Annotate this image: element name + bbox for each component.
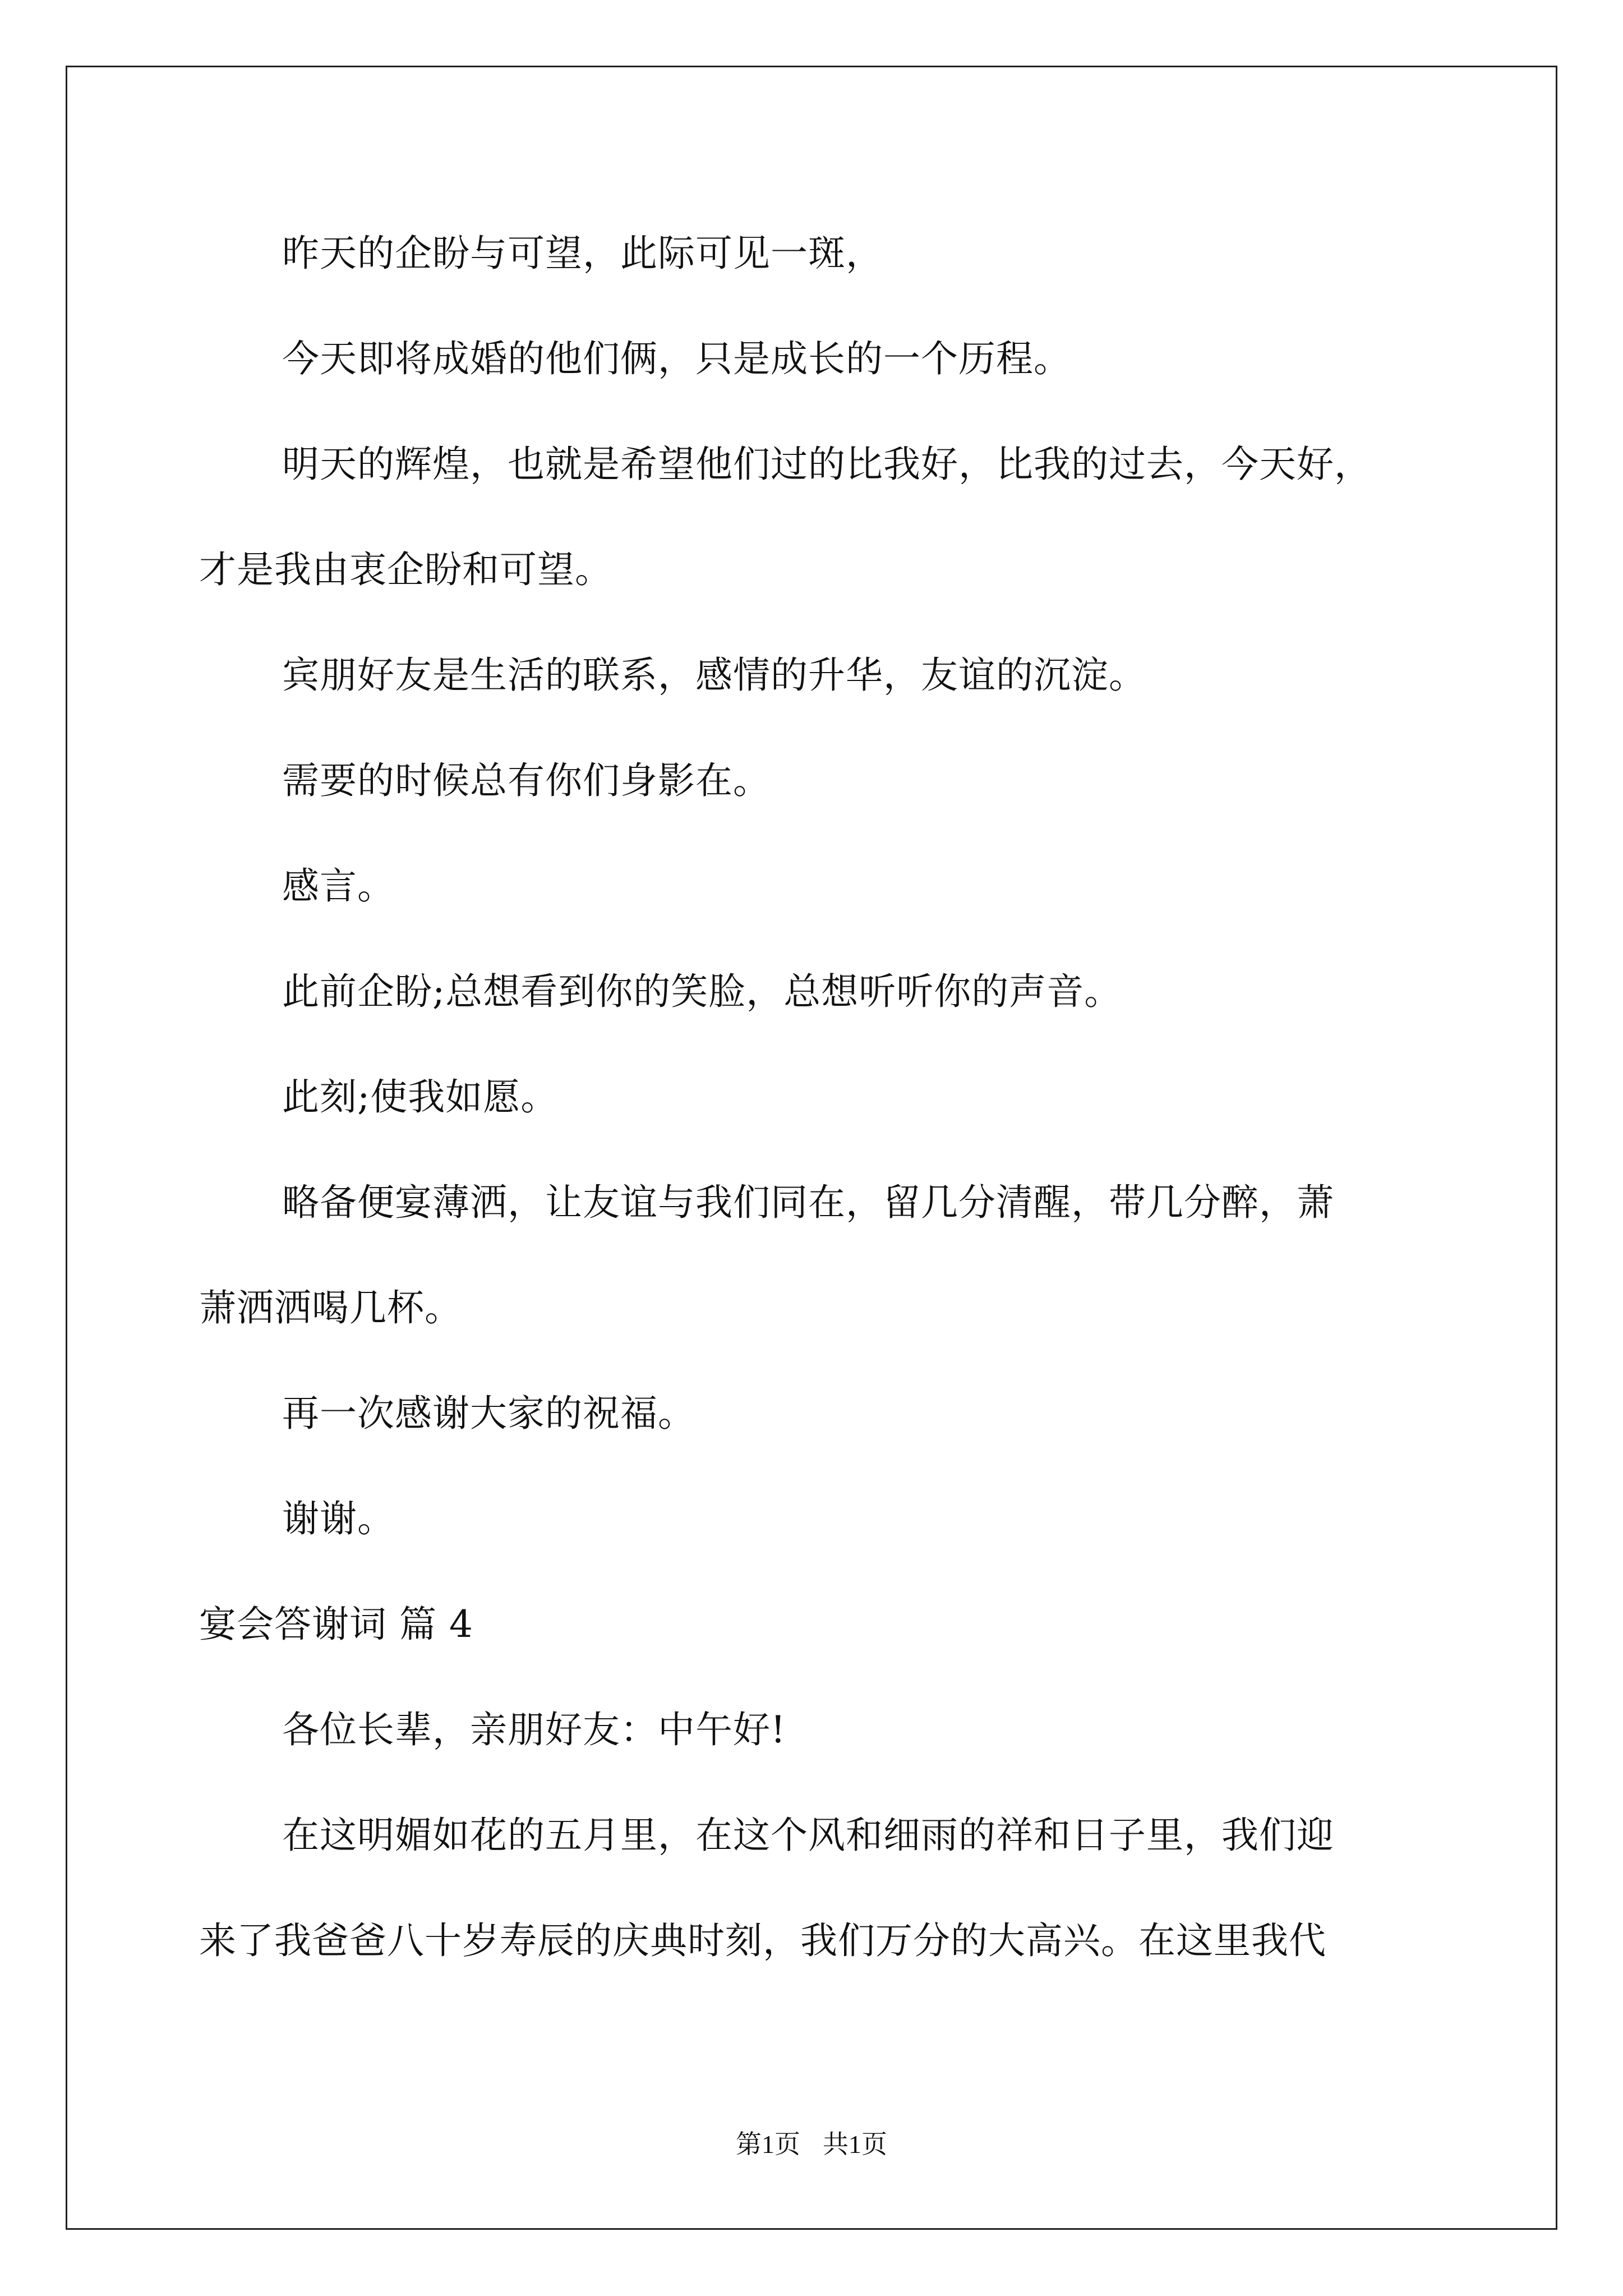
paragraph-line: 各位长辈，亲朋好友：中午好! — [282, 1708, 786, 1751]
paragraph-line: 再一次感谢大家的祝福。 — [282, 1392, 695, 1435]
paragraph-line: 感言。 — [282, 864, 395, 908]
paragraph-line: 才是我由衷企盼和可望。 — [199, 548, 612, 591]
paragraph-line: 略备便宴薄洒，让友谊与我们同在，留几分清醒，带几分醉，萧 — [282, 1181, 1334, 1224]
page-total: 共1页 — [823, 2130, 887, 2159]
paragraph-line: 萧洒洒喝几杯。 — [199, 1286, 462, 1329]
paragraph-line: 在这明媚如花的五月里，在这个风和细雨的祥和日子里，我们迎 — [282, 1814, 1334, 1857]
page-footer — [0, 2129, 1623, 2160]
paragraph-line: 需要的时候总有你们身影在。 — [282, 759, 771, 802]
paragraph-line: 谢谢。 — [282, 1497, 395, 1540]
page-number: 第1页 — [736, 2130, 800, 2159]
paragraph-line: 今天即将成婚的他们俩，只是成长的一个历程。 — [282, 337, 1071, 380]
paragraph-line: 宾朋好友是生活的联系，感情的升华，友谊的沉淀。 — [282, 654, 1146, 697]
paragraph-line: 来了我爸爸八十岁寿辰的庆典时刻，我们万分的大高兴。在这里我代 — [199, 1919, 1326, 1962]
paragraph-line: 昨天的企盼与可望，此际可见一斑， — [282, 232, 883, 275]
paragraph-line: 此刻;使我如愿。 — [282, 1075, 559, 1119]
section-heading: 宴会答谢词 篇 4 — [199, 1603, 473, 1646]
paragraph-line: 明天的辉煌，也就是希望他们过的比我好，比我的过去，今天好， — [282, 443, 1372, 486]
paragraph-line: 此前企盼;总想看到你的笑脸，总想听听你的声音。 — [282, 970, 1122, 1013]
page-border — [66, 66, 1557, 2230]
